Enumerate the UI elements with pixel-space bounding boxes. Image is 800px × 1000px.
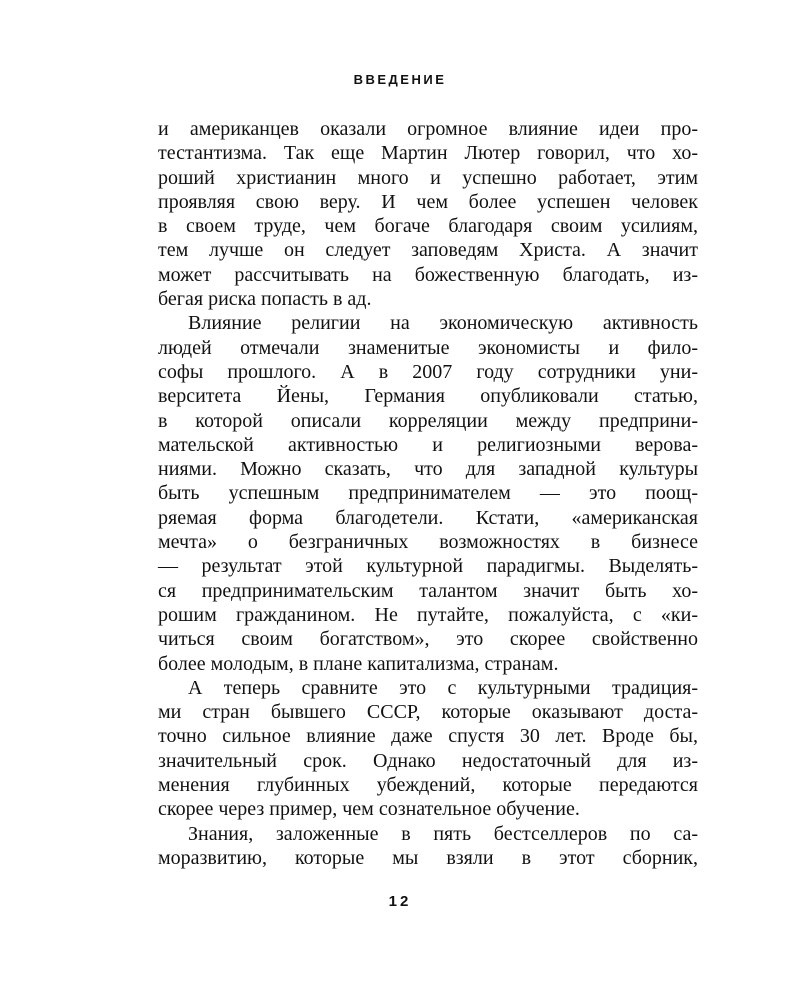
- text-line: людей отмечали знаменитые экономисты и фило-: [158, 336, 698, 359]
- text-line: проявляя свою веру. И чем более успешен человек: [158, 190, 698, 213]
- text-line: софы прошлого. А в 2007 году сотрудники уни-: [158, 360, 698, 383]
- running-head-title: ВВЕДЕНИЕ: [353, 72, 447, 87]
- text-line: тестантизма. Так еще Мартин Лютер говорил, что хо-: [158, 142, 698, 165]
- text-line: А теперь сравните это с культурными традиция-: [188, 676, 698, 699]
- text-line: роший христианин много и успешно работает, этим: [158, 166, 698, 189]
- text-line: Влияние религии на экономическую активность: [188, 312, 698, 335]
- text-line: ся предпринимательским талантом значит быть хо-: [158, 579, 698, 602]
- paragraph-1: [158, 117, 698, 311]
- text-line: моразвитию, которые мы взяли в этот сборник,: [158, 846, 698, 869]
- text-line: в которой описали корреляции между предприни-: [158, 409, 698, 432]
- text-line: мательской активностью и религиозными верова-: [158, 433, 698, 456]
- text-line: менения глубинных убеждений, которые передаются: [158, 774, 698, 797]
- paragraph-4: [158, 822, 698, 871]
- text-line: ниями. Можно сказать, что для западной культуры: [158, 458, 698, 481]
- text-line: скорее через пример, чем сознательное обучение.: [158, 798, 580, 821]
- text-line: мечта» о безграничных возможностях в бизнесе: [158, 531, 698, 554]
- body-text: [158, 117, 698, 870]
- text-line: быть успешным предпринимателем — это поощ-: [158, 482, 698, 505]
- text-line: более молодым, в плане капитализма, странам.: [158, 652, 559, 675]
- paragraph-3: [158, 676, 698, 822]
- text-line: верситета Йены, Германия опубликовали статью,: [158, 385, 698, 408]
- text-line: — результат этой культурной парадигмы. Выделять-: [158, 555, 698, 578]
- text-line: рошим гражданином. Не путайте, пожалуйста, с «ки-: [158, 603, 698, 626]
- text-line: может рассчитывать на божественную благодать, из-: [158, 263, 698, 286]
- text-line: тем лучше он следует заповедям Христа. А значит: [158, 239, 698, 262]
- text-line: и американцев оказали огромное влияние идеи про-: [158, 118, 698, 140]
- text-line: ми стран бывшего СССР, которые оказывают доста-: [158, 701, 698, 724]
- text-line: точно сильное влияние даже спустя 30 лет. Вроде бы,: [158, 725, 698, 748]
- text-line: значительный срок. Однако недостаточный для из-: [158, 749, 698, 772]
- page-number: 12: [388, 893, 412, 910]
- text-line: читься своим богатством», это скорее свойственно: [158, 628, 698, 651]
- text-line: ряемая форма благодетели. Кстати, «американская: [158, 506, 698, 529]
- paragraph-2: [158, 311, 698, 675]
- text-line: бегая риска попасть в ад.: [158, 288, 372, 311]
- text-line: Знания, заложенные в пять бестселлеров по са-: [188, 822, 698, 845]
- text-line: в своем труде, чем богаче благодаря своим усилиям,: [158, 215, 698, 238]
